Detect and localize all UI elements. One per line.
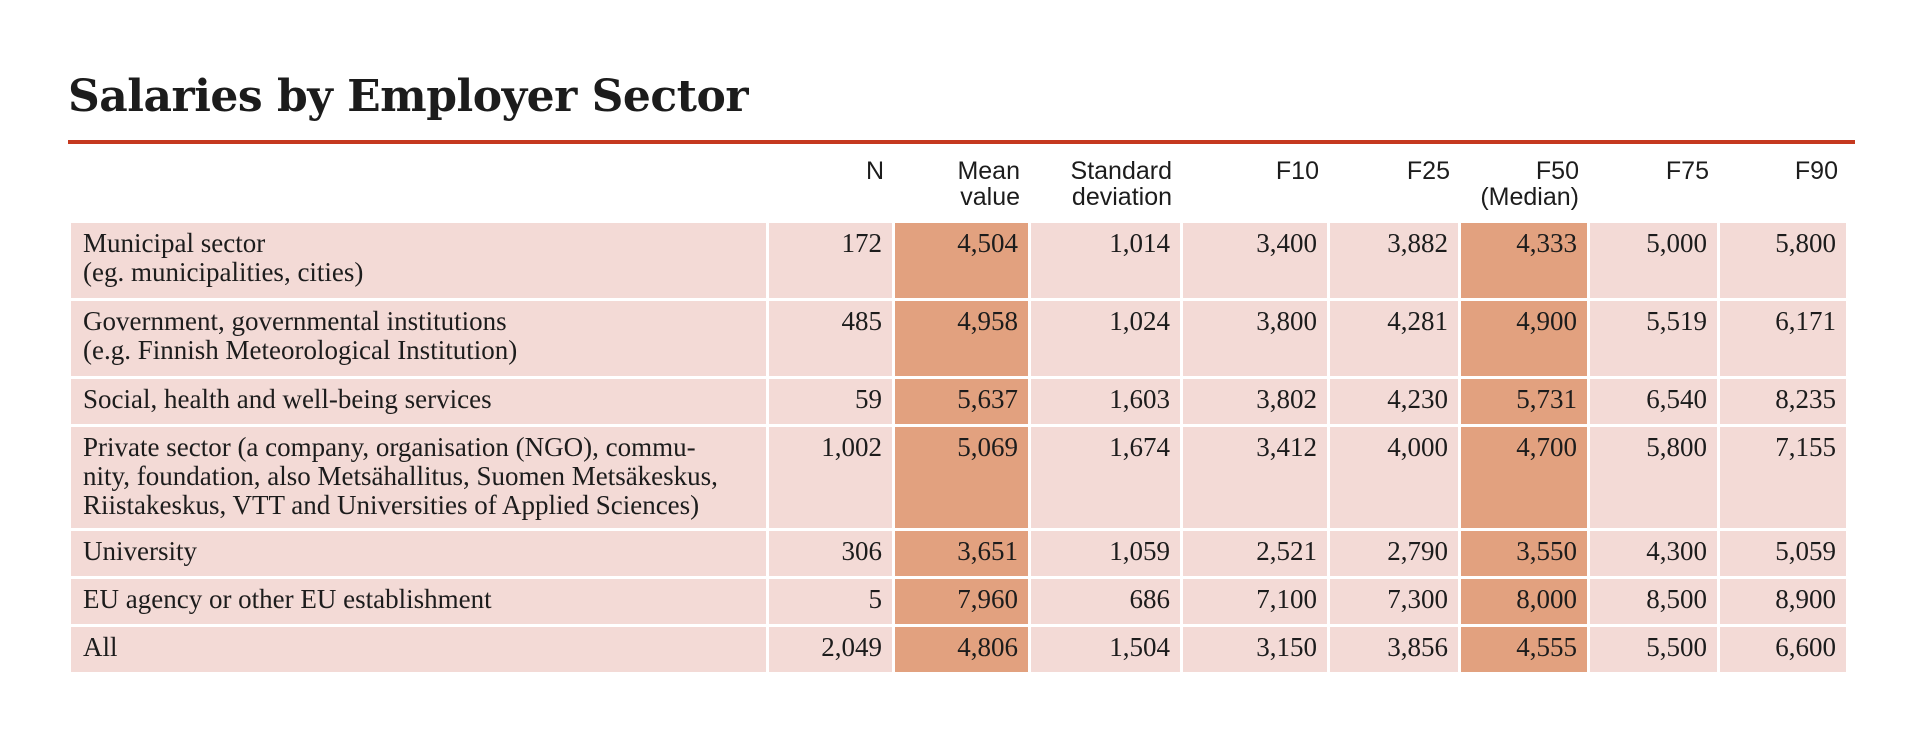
row-label: EU agency or other EU establishment: [70, 578, 768, 626]
cell-f90: 8,235: [1719, 378, 1848, 426]
cell-f25: 4,230: [1329, 378, 1460, 426]
table-header-row: [70, 152, 1848, 222]
page-title: Salaries by Employer Sector: [68, 71, 749, 122]
cell-n: 172: [768, 222, 894, 300]
cell-f75: 5,800: [1589, 426, 1719, 530]
cell-mean-value: 5,069: [894, 426, 1030, 530]
salary-table: [68, 152, 1849, 675]
cell-mean-value: 5,637: [894, 378, 1030, 426]
cell-f10: 3,800: [1182, 300, 1329, 378]
cell-f10: 3,802: [1182, 378, 1329, 426]
cell-mean-value: 4,504: [894, 222, 1030, 300]
cell-f50-median: 3,550: [1460, 530, 1589, 578]
header-f50-median: F50 (Median): [1460, 152, 1589, 222]
table-row-private-sector: [70, 426, 1848, 530]
cell-mean-value: 4,806: [894, 626, 1030, 674]
table-row-university: [70, 530, 1848, 578]
header-f75: F75: [1589, 152, 1719, 222]
cell-n: 485: [768, 300, 894, 378]
cell-standard-deviation: 1,603: [1030, 378, 1182, 426]
cell-standard-deviation: 1,674: [1030, 426, 1182, 530]
cell-mean-value: 3,651: [894, 530, 1030, 578]
header-mean-value: Mean value: [894, 152, 1030, 222]
cell-f25: 7,300: [1329, 578, 1460, 626]
cell-f10: 3,412: [1182, 426, 1329, 530]
cell-standard-deviation: 1,014: [1030, 222, 1182, 300]
cell-standard-deviation: 1,024: [1030, 300, 1182, 378]
cell-f75: 4,300: [1589, 530, 1719, 578]
cell-standard-deviation: 1,504: [1030, 626, 1182, 674]
header-f90: F90: [1719, 152, 1848, 222]
cell-f90: 6,600: [1719, 626, 1848, 674]
cell-f50-median: 4,900: [1460, 300, 1589, 378]
cell-f25: 4,281: [1329, 300, 1460, 378]
cell-f75: 5,519: [1589, 300, 1719, 378]
title-rule: [68, 140, 1855, 144]
cell-f25: 3,856: [1329, 626, 1460, 674]
cell-standard-deviation: 1,059: [1030, 530, 1182, 578]
header-n: N: [768, 152, 894, 222]
table-row-eu-agency: [70, 578, 1848, 626]
cell-f10: 7,100: [1182, 578, 1329, 626]
cell-f75: 6,540: [1589, 378, 1719, 426]
table-row-government: [70, 300, 1848, 378]
cell-mean-value: 7,960: [894, 578, 1030, 626]
cell-f25: 4,000: [1329, 426, 1460, 530]
cell-f90: 5,059: [1719, 530, 1848, 578]
row-label: University: [70, 530, 768, 578]
table-row-all: [70, 626, 1848, 674]
header-f25: F25: [1329, 152, 1460, 222]
table-row-social-health: [70, 378, 1848, 426]
cell-f75: 5,500: [1589, 626, 1719, 674]
header-f10: F10: [1182, 152, 1329, 222]
cell-f90: 7,155: [1719, 426, 1848, 530]
cell-f50-median: 4,333: [1460, 222, 1589, 300]
cell-f25: 2,790: [1329, 530, 1460, 578]
cell-n: 306: [768, 530, 894, 578]
row-label: Government, governmental institutions (e.g. Finnish Meteorological Institution): [70, 300, 768, 378]
cell-n: 2,049: [768, 626, 894, 674]
row-label: All: [70, 626, 768, 674]
cell-n: 1,002: [768, 426, 894, 530]
cell-f50-median: 4,700: [1460, 426, 1589, 530]
cell-f90: 5,800: [1719, 222, 1848, 300]
cell-f50-median: 5,731: [1460, 378, 1589, 426]
cell-n: 5: [768, 578, 894, 626]
row-label: Private sector (a company, organisation (NGO), commu- nity, foundation, also Metsähallitus, Suomen Metsäkeskus, Riistakeskus, VTT and Universities of Applied Sciences): [70, 426, 768, 530]
cell-f50-median: 8,000: [1460, 578, 1589, 626]
row-label: Municipal sector (eg. municipalities, cities): [70, 222, 768, 300]
table-row-municipal: [70, 222, 1848, 300]
cell-f25: 3,882: [1329, 222, 1460, 300]
header-standard-deviation: Standard deviation: [1030, 152, 1182, 222]
cell-f10: 2,521: [1182, 530, 1329, 578]
cell-f90: 6,171: [1719, 300, 1848, 378]
cell-f10: 3,150: [1182, 626, 1329, 674]
cell-standard-deviation: 686: [1030, 578, 1182, 626]
cell-f10: 3,400: [1182, 222, 1329, 300]
cell-f75: 5,000: [1589, 222, 1719, 300]
cell-f75: 8,500: [1589, 578, 1719, 626]
cell-mean-value: 4,958: [894, 300, 1030, 378]
cell-f90: 8,900: [1719, 578, 1848, 626]
row-label: Social, health and well-being services: [70, 378, 768, 426]
cell-f50-median: 4,555: [1460, 626, 1589, 674]
header-sector: [70, 152, 768, 222]
cell-n: 59: [768, 378, 894, 426]
